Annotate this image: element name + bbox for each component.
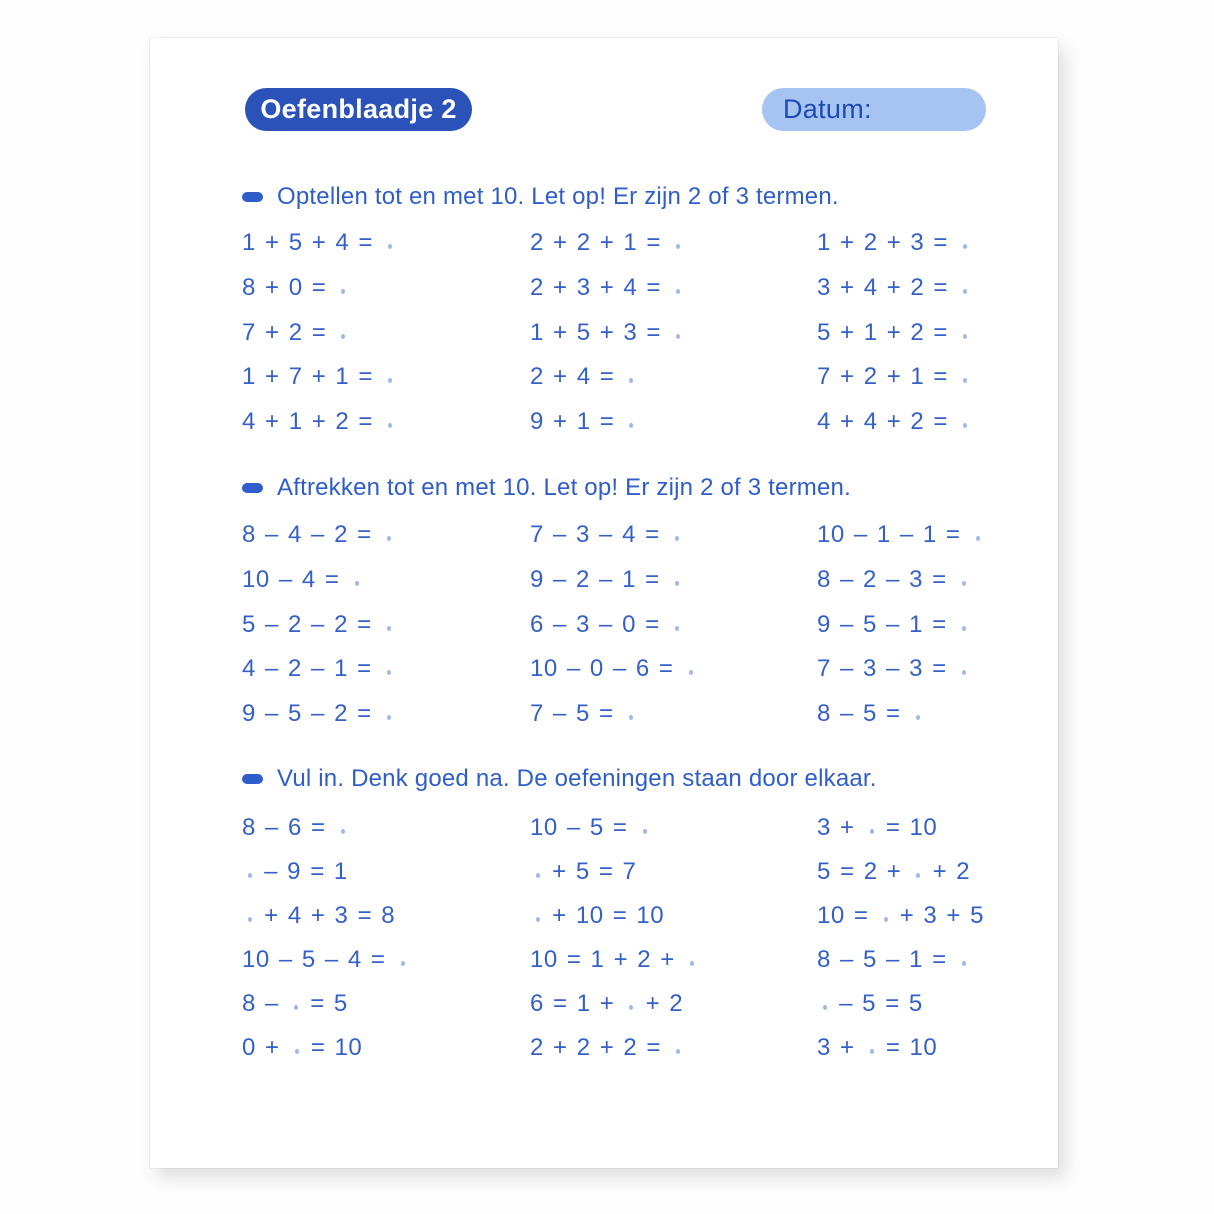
- problem-row: [150, 228, 1058, 273]
- answer-dot: [976, 536, 980, 541]
- problems-grid-vul-in: [150, 813, 1058, 1077]
- math-problem: 4 + 1 + 2 =: [242, 407, 395, 437]
- math-problem: 10 = + 3 + 5: [817, 902, 984, 929]
- answer-dot: [629, 378, 633, 383]
- problem-row: [150, 610, 1058, 655]
- math-problem: 9 + 1 =: [530, 407, 636, 437]
- problem-row: [150, 654, 1058, 699]
- math-problem: 8 – 4 – 2 =: [242, 520, 394, 550]
- bullet-dash-icon: [242, 774, 263, 784]
- answer-dot: [341, 289, 345, 294]
- math-problem: 8 – 5 =: [817, 699, 923, 729]
- problems-grid-optellen: [150, 228, 1058, 452]
- problem-row: [150, 362, 1058, 407]
- math-problem: 10 = 1 + 2 +: [530, 945, 697, 975]
- answer-dot: [387, 626, 391, 631]
- answer-dot: [388, 378, 392, 383]
- answer-dot: [536, 917, 540, 922]
- math-problem: 10 – 1 – 1 =: [817, 520, 983, 550]
- answer-dot: [675, 626, 679, 631]
- answer-dot: [676, 289, 680, 294]
- section-heading-aftrekken: [242, 472, 851, 504]
- problem-row: [150, 945, 1058, 989]
- answer-dot: [916, 715, 920, 720]
- math-problem: 9 – 2 – 1 =: [530, 565, 682, 595]
- answer-dot: [248, 873, 252, 878]
- math-problem: 1 + 7 + 1 =: [242, 362, 395, 392]
- problem-row: [150, 901, 1058, 945]
- answer-dot: [870, 1049, 874, 1054]
- math-problem: 9 – 5 – 2 =: [242, 699, 394, 729]
- section-heading-optellen: [242, 181, 839, 213]
- answer-dot: [675, 536, 679, 541]
- math-problem: + 5 = 7: [530, 857, 636, 887]
- answer-dot: [676, 244, 680, 249]
- bullet-dash-icon: [242, 192, 263, 202]
- math-problem: 2 + 2 + 2 =: [530, 1033, 683, 1063]
- math-problem: 7 + 2 + 1 =: [817, 362, 970, 392]
- math-problem: – 9 = 1: [242, 857, 348, 887]
- answer-dot: [341, 829, 345, 834]
- answer-dot: [387, 536, 391, 541]
- math-problem: 2 + 4 =: [530, 362, 636, 392]
- answer-dot: [387, 670, 391, 675]
- answer-dot: [401, 961, 405, 966]
- answer-dot: [676, 334, 680, 339]
- answer-dot: [962, 581, 966, 586]
- answer-dot: [884, 917, 888, 922]
- math-problem: 4 – 2 – 1 =: [242, 654, 394, 684]
- problem-row: [150, 813, 1058, 857]
- problem-row: [150, 565, 1058, 610]
- answer-dot: [294, 1005, 298, 1010]
- answer-dot: [962, 961, 966, 966]
- answer-dot: [629, 1005, 633, 1010]
- math-problem: 1 + 5 + 3 =: [530, 318, 683, 348]
- math-problem: 0 + = 10: [242, 1034, 363, 1061]
- math-problem: 3 + 4 + 2 =: [817, 273, 970, 303]
- answer-dot: [689, 670, 693, 675]
- problem-row: [150, 318, 1058, 363]
- answer-dot: [962, 626, 966, 631]
- math-problem: 10 – 5 – 4 =: [242, 945, 408, 975]
- math-problem: 10 – 4 =: [242, 565, 362, 595]
- answer-dot: [629, 715, 633, 720]
- math-problem: 4 + 4 + 2 =: [817, 407, 970, 437]
- math-problem: – 5 = 5: [817, 989, 923, 1019]
- section-heading-text: Vul in. Denk goed na. De oefeningen staan door elkaar.: [277, 765, 877, 792]
- math-problem: 1 + 2 + 3 =: [817, 228, 970, 258]
- answer-dot: [341, 334, 345, 339]
- math-problem: 7 – 5 =: [530, 699, 636, 729]
- math-problem: 7 + 2 =: [242, 318, 348, 348]
- answer-dot: [690, 961, 694, 966]
- math-problem: 5 = 2 + + 2: [817, 858, 971, 885]
- worksheet-page: [150, 38, 1058, 1168]
- math-problem: 9 – 5 – 1 =: [817, 610, 969, 640]
- math-problem: 10 – 5 =: [530, 813, 650, 843]
- problem-row: [150, 273, 1058, 318]
- math-problem: 5 + 1 + 2 =: [817, 318, 970, 348]
- answer-dot: [963, 334, 967, 339]
- math-problem: 8 – 6 =: [242, 813, 348, 843]
- answer-dot: [870, 829, 874, 834]
- answer-dot: [675, 581, 679, 586]
- problems-grid-aftrekken: [150, 520, 1058, 744]
- math-problem: 8 – 2 – 3 =: [817, 565, 969, 595]
- answer-dot: [643, 829, 647, 834]
- problem-row: [150, 1033, 1058, 1077]
- math-problem: 2 + 2 + 1 =: [530, 228, 683, 258]
- math-problem: 3 + = 10: [817, 1034, 938, 1061]
- answer-dot: [355, 581, 359, 586]
- math-problem: 7 – 3 – 3 =: [817, 654, 969, 684]
- answer-dot: [388, 423, 392, 428]
- math-problem: 3 + = 10: [817, 814, 938, 841]
- answer-dot: [963, 289, 967, 294]
- answer-dot: [916, 873, 920, 878]
- answer-dot: [248, 917, 252, 922]
- answer-dot: [962, 670, 966, 675]
- answer-dot: [629, 423, 633, 428]
- section-heading-text: Aftrekken tot en met 10. Let op! Er zijn 2 of 3 termen.: [277, 474, 851, 501]
- answer-dot: [963, 378, 967, 383]
- math-problem: 8 – 5 – 1 =: [817, 945, 969, 975]
- problem-row: [150, 857, 1058, 901]
- answer-dot: [387, 715, 391, 720]
- date-badge: Datum:: [762, 88, 986, 131]
- answer-dot: [295, 1049, 299, 1054]
- math-problem: + 10 = 10: [530, 901, 664, 931]
- bullet-dash-icon: [242, 483, 263, 493]
- math-problem: 1 + 5 + 4 =: [242, 228, 395, 258]
- problem-row: [150, 407, 1058, 452]
- section-heading-vul-in: [242, 763, 877, 795]
- math-problem: 2 + 3 + 4 =: [530, 273, 683, 303]
- math-problem: 6 – 3 – 0 =: [530, 610, 682, 640]
- math-problem: 6 = 1 + + 2: [530, 990, 684, 1017]
- answer-dot: [963, 244, 967, 249]
- math-problem: 5 – 2 – 2 =: [242, 610, 394, 640]
- problem-row: [150, 520, 1058, 565]
- math-problem: 8 + 0 =: [242, 273, 348, 303]
- problem-row: [150, 699, 1058, 744]
- answer-dot: [823, 1005, 827, 1010]
- math-problem: 8 – = 5: [242, 990, 348, 1017]
- worksheet-title-badge: Oefenblaadje 2: [245, 88, 472, 131]
- problem-row: [150, 989, 1058, 1033]
- answer-dot: [536, 873, 540, 878]
- section-heading-text: Optellen tot en met 10. Let op! Er zijn 2 of 3 termen.: [277, 183, 839, 210]
- answer-dot: [388, 244, 392, 249]
- answer-dot: [963, 423, 967, 428]
- math-problem: + 4 + 3 = 8: [242, 901, 395, 931]
- answer-dot: [676, 1049, 680, 1054]
- math-problem: 10 – 0 – 6 =: [530, 654, 696, 684]
- math-problem: 7 – 3 – 4 =: [530, 520, 682, 550]
